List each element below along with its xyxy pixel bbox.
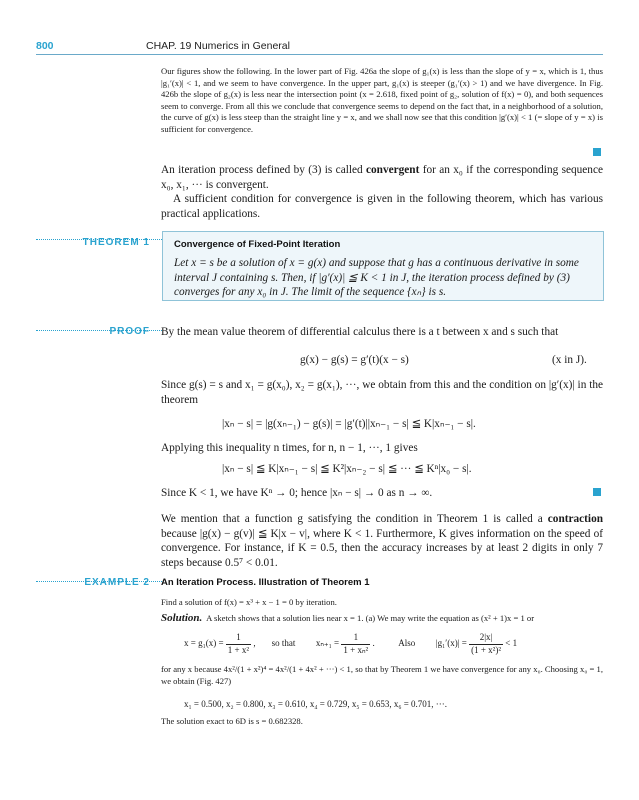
proof-line-4	[161, 486, 603, 501]
sufficient-condition-text: A sufficient condition for convergence is given in the following theorem, which has various practical applications.	[161, 193, 603, 220]
chapter-title: CHAP. 19 Numerics in General	[146, 40, 290, 52]
eq-iter-num: 1	[341, 632, 370, 645]
eq-g1-fraction	[226, 632, 251, 656]
contraction-post: because |g(x) − g(v)| ≦ K|x − v|, where K < 1. Furthermore, K gives information on the speed of convergence. For instance, if K = 0.5, then the accuracy increases by at least 2 digits in only 7 steps because 0.5⁷ < 0.01.	[161, 527, 603, 569]
proof-label: PROOF	[109, 326, 150, 337]
eq-iter-den: 1 + xₙ²	[343, 644, 369, 655]
eq-deriv-num: 2|x|	[469, 632, 503, 645]
eq-iter-fraction	[341, 632, 370, 656]
contraction-term: contraction	[547, 513, 603, 525]
theorem-text: Let x = s be a solution of x = g(x) and suppose that g has a continuous derivative in some interval J containing s. Then, if |g′(x)| ≦ K < 1 in J, the iteration process defined by (3) converges for any x₀ in J. The limit of the sequence {xₙ} is s.	[174, 257, 579, 299]
example-task	[161, 597, 603, 609]
page-number: 800	[36, 40, 54, 52]
eq-g1-num: 1	[226, 632, 251, 645]
exact-solution	[161, 716, 603, 728]
iterate-values: x₁ = 0.500, x₂ = 0.800, x₃ = 0.610, x₄ = 0.729, x₅ = 0.653, x₆ = 0.701, ···.	[184, 699, 448, 709]
solution-text: A sketch shows that a solution lies near x = 1. (a) We may write the equation as (x² + 1)x = 1 or	[206, 613, 535, 623]
eq-g1-lhs: x = g₁(x) =	[184, 638, 224, 649]
proof-text-1: By the mean value theorem of differential calculus there is a t between x and s such that	[161, 326, 559, 338]
example-task-text: Find a solution of f(x) = x³ + x − 1 = 0 by iteration.	[161, 597, 337, 607]
proof-text-4: Since K < 1, we have Kⁿ → 0; hence |xₙ − s| → 0 as n → ∞.	[161, 487, 433, 499]
example-text-2	[161, 664, 603, 687]
theorem-statement	[174, 256, 592, 300]
eq-also: Also	[398, 638, 416, 649]
exact-solution-text: The solution exact to 6D is s = 0.682328.	[161, 716, 303, 726]
eq-so-that: so that	[271, 638, 296, 649]
end-of-remark-mark	[593, 148, 601, 156]
convergent-term: convergent	[366, 164, 420, 176]
proof-line-3	[161, 441, 603, 456]
proof-equation-3: |xₙ − s| ≦ K|xₙ₋₁ − s| ≦ K²|xₙ₋₂ − s| ≦ ··· ≦ Kⁿ|x₀ − s|.	[222, 463, 472, 475]
convergent-pre: An iteration process defined by (3) is called	[161, 164, 367, 176]
contraction-paragraph	[161, 512, 603, 570]
example-title: An Iteration Process. Illustration of Theorem 1	[161, 577, 370, 588]
solution-label: Solution.	[161, 612, 203, 624]
eq-deriv-fraction	[469, 632, 503, 656]
proof-equation-2: |xₙ − s| = |g(xₙ₋₁) − g(s)| = |g′(t)||xₙ₋₁ − s| ≦ K|xₙ₋₁ − s|.	[222, 418, 476, 430]
eq-iter-lhs: xₙ₊₁ =	[315, 638, 340, 649]
header-rule	[36, 54, 603, 55]
example-label: EXAMPLE 2	[84, 577, 150, 588]
proof-line-1	[161, 325, 603, 340]
theorem-label: THEOREM 1	[82, 237, 150, 248]
end-of-proof-mark	[593, 488, 601, 496]
proof-equation-1: g(x) − g(s) = g′(t)(x − s)	[300, 354, 409, 366]
theorem-title: Convergence of Fixed-Point Iteration	[174, 239, 341, 250]
convergent-post: for an x₀ if the corresponding sequence x₀, x₁, ··· is convergent.	[161, 164, 603, 191]
proof-text-2: Since g(s) = s and x₁ = g(x₀), x₂ = g(x₁), ···, we obtain from this and the condition on |g′(x)| in the theorem	[161, 379, 603, 406]
convergent-definition	[161, 163, 603, 221]
contraction-pre: We mention that a function g satisfying the condition in Theorem 1 is called a	[161, 513, 548, 525]
eq-deriv-den: (1 + x²)²	[471, 644, 502, 655]
eq-deriv-lhs: |g₁′(x)| =	[435, 638, 467, 649]
example-solution	[161, 613, 603, 625]
example-text-2-content: for any x because 4x²/(1 + x²)⁴ = 4x²/(1 + 4x² + ···) < 1, so that by Theorem 1 we have convergence for any x₀. Choosing x₀ = 1, we obtain (Fig. 427)	[161, 664, 603, 686]
intro-paragraph	[161, 66, 603, 135]
intro-text: Our figures show the following. In the lower part of Fig. 426a the slope of g₁(x) is less than the slope of y = x, which is 1, thus |g₁′(x)| < 1, and we seem to have convergence. In the upper part, g₁(x) is steeper (g₁′(x) > 1) and we have divergence. In Fig. 426b the slope of g₂(x) is less near the intersection point (x = 2.618, fixed point of g₂, solution of f(x) = 0), and both sequences seem to converge. From all this we conclude that convergence seems to depend on the fact that, in a neighborhood of a solution, the curve of g(x) is less steep than the straight line y = x, and we shall now see that this condition |g′(x)| < 1 (= slope of y = x) is sufficient for convergence.	[161, 66, 603, 134]
eq-deriv-rhs: < 1	[505, 638, 518, 649]
proof-text-3: Applying this inequality n times, for n, n − 1, ···, 1 gives	[161, 442, 418, 454]
proof-equation-1-condition: (x in J).	[552, 354, 587, 366]
eq-g1-den: 1 + x²	[227, 644, 250, 655]
equation-row: x = g₁(x) = $\frac{1}{\text{1 + x²}}$ , so that xₙ₊₁ = $\frac{1}{\text{1 + xₙ²}}$ . Also |g₁′(x)| = $\frac{2|x|}{\text{(1 + x²)²}}$ < 1	[184, 632, 518, 655]
proof-line-2	[161, 378, 603, 407]
